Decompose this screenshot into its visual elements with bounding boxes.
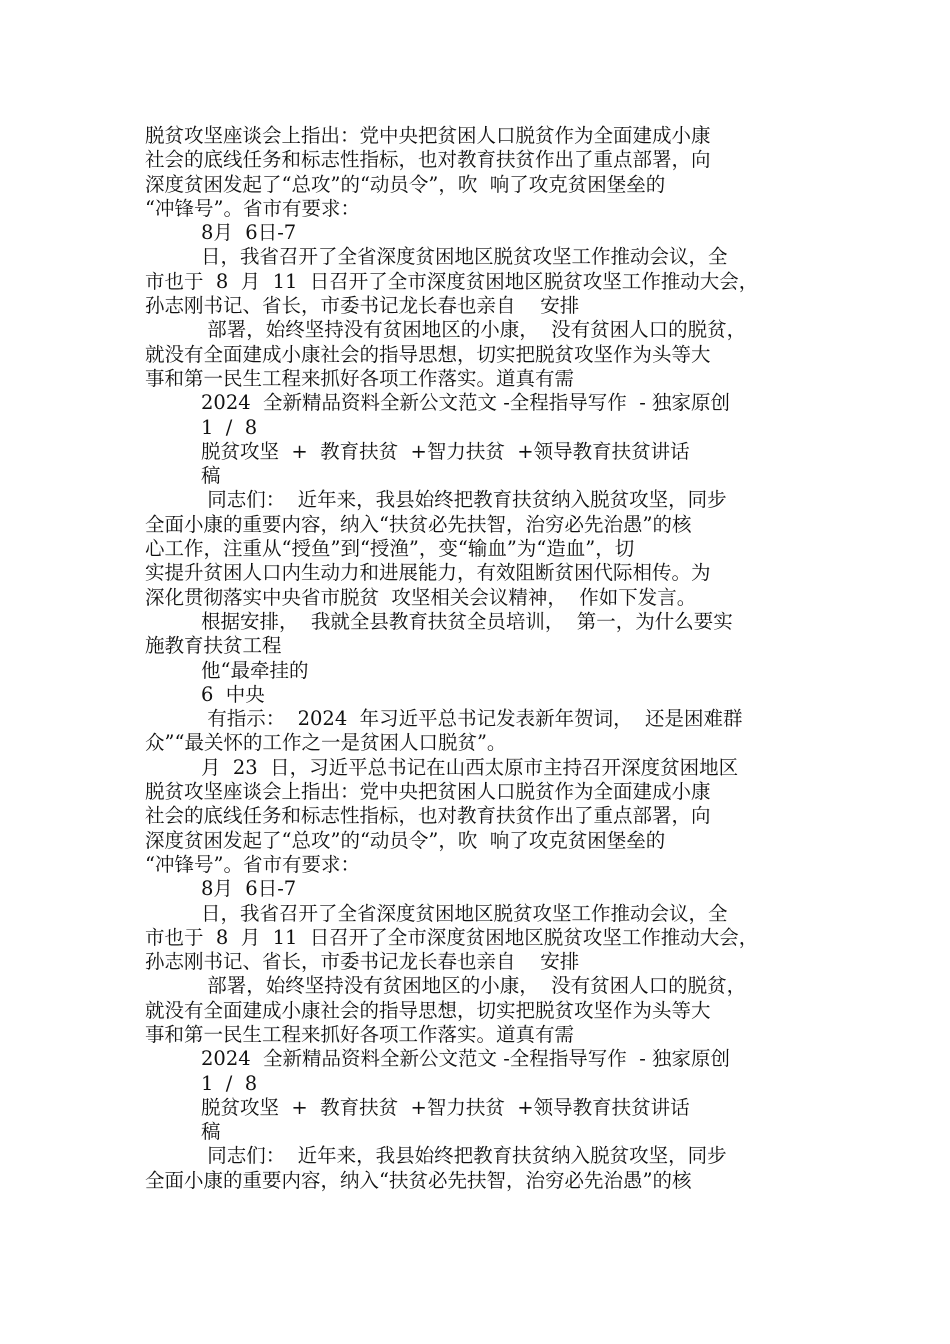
text-line: 深度贫困发起了“总攻”的“动员令”，吹 响了攻克贫困堡垒的 [145,828,666,852]
text-line: 脱贫攻坚座谈会上指出：党中央把贫困人口脱贫作为全面建成小康 [145,780,711,804]
text-line: 月 23 日，习近平总书记在山西太原市主持召开深度贫困地区 [201,755,739,779]
text-line: “冲锋号”。省市有要求： [145,852,360,876]
text-line: 心工作，注重从“授鱼”到“授渔”，变“输血”为“造血”，切 [145,537,635,561]
text-line: 深化贯彻落实中央省市脱贫 攻坚相关会议精神， 作如下发言。 [145,585,697,609]
text-line: 2024 全新精品资料全新公文范文 -全程指导写作 - 独家原创 [201,391,730,415]
text-line: 部署，始终坚持没有贫困地区的小康， 没有贫困人口的脱贫， [201,974,747,998]
text-line: 1 / 8 [201,1071,258,1095]
text-line: 稿 [201,1120,221,1144]
text-line: 6 中央 [201,682,265,706]
text-line: 脱贫攻坚座谈会上指出：党中央把贫困人口脱贫作为全面建成小康 [145,124,711,147]
text-line: “冲锋号”。省市有要求： [145,196,360,220]
text-line: 就没有全面建成小康社会的指导思想，切实把脱贫攻坚作为头等大 [145,998,711,1022]
text-line: 脱贫攻坚 + 教育扶贫 +智力扶贫 +领导教育扶贫讲话 [201,1095,690,1119]
text-line: 社会的底线任务和标志性指标，也对教育扶贫作出了重点部署，向 [145,804,711,828]
text-line: 事和第一民生工程来抓好各项工作落实。道真有需 [145,366,575,390]
text-line: 同志们： 近年来，我县始终把教育扶贫纳入脱贫攻坚，同步 [201,1144,727,1168]
text-line: 事和第一民生工程来抓好各项工作落实。道真有需 [145,1022,575,1046]
text-line: 孙志刚书记、省长，市委书记龙长春也亲自 安排 [145,950,580,974]
text-line: 市也于 8 月 11 日召开了全市深度贫困地区脱贫攻坚工作推动大会， [145,269,759,293]
text-line: 1 / 8 [201,415,258,439]
text-line: 8月 6日-7 [201,221,297,245]
text-line: 日，我省召开了全省深度贫困地区脱贫攻坚工作推动会议，全 [201,245,728,269]
text-line: 他“最牵挂的 [201,658,309,682]
text-line: 实提升贫困人口内生动力和进展能力，有效阻断贫困代际相传。为 [145,561,711,585]
text-line: 根据安排， 我就全县教育扶贫全员培训， 第一，为什么要实 [201,609,733,633]
text-line: 8月 6日-7 [201,877,297,901]
text-line: 有指示： 2024 年习近平总书记发表新年贺词， 还是困难群 [201,707,743,731]
text-line: 众”“最关怀的工作之一是贫困人口脱贫”。 [145,731,507,755]
text-line: 2024 全新精品资料全新公文范文 -全程指导写作 - 独家原创 [201,1047,730,1071]
text-line: 市也于 8 月 11 日召开了全市深度贫困地区脱贫攻坚工作推动大会， [145,925,759,949]
text-line: 施教育扶贫工程 [145,634,282,658]
text-line: 同志们： 近年来，我县始终把教育扶贫纳入脱贫攻坚，同步 [201,488,727,512]
text-line: 孙志刚书记、省长，市委书记龙长春也亲自 安排 [145,294,580,318]
text-line: 日，我省召开了全省深度贫困地区脱贫攻坚工作推动会议，全 [201,901,728,925]
text-line: 全面小康的重要内容，纳入“扶贫必先扶智，治穷必先治愚”的核 [145,512,692,536]
text-line: 稿 [201,464,221,488]
text-line: 部署，始终坚持没有贫困地区的小康， 没有贫困人口的脱贫， [201,318,747,342]
text-line: 就没有全面建成小康社会的指导思想，切实把脱贫攻坚作为头等大 [145,342,711,366]
text-line: 全面小康的重要内容，纳入“扶贫必先扶智，治穷必先治愚”的核 [145,1168,692,1192]
text-line: 深度贫困发起了“总攻”的“动员令”，吹 响了攻克贫困堡垒的 [145,172,666,196]
document-body [145,124,825,1193]
text-line: 社会的底线任务和标志性指标，也对教育扶贫作出了重点部署，向 [145,148,711,172]
text-line: 脱贫攻坚 + 教育扶贫 +智力扶贫 +领导教育扶贫讲话 [201,439,690,463]
